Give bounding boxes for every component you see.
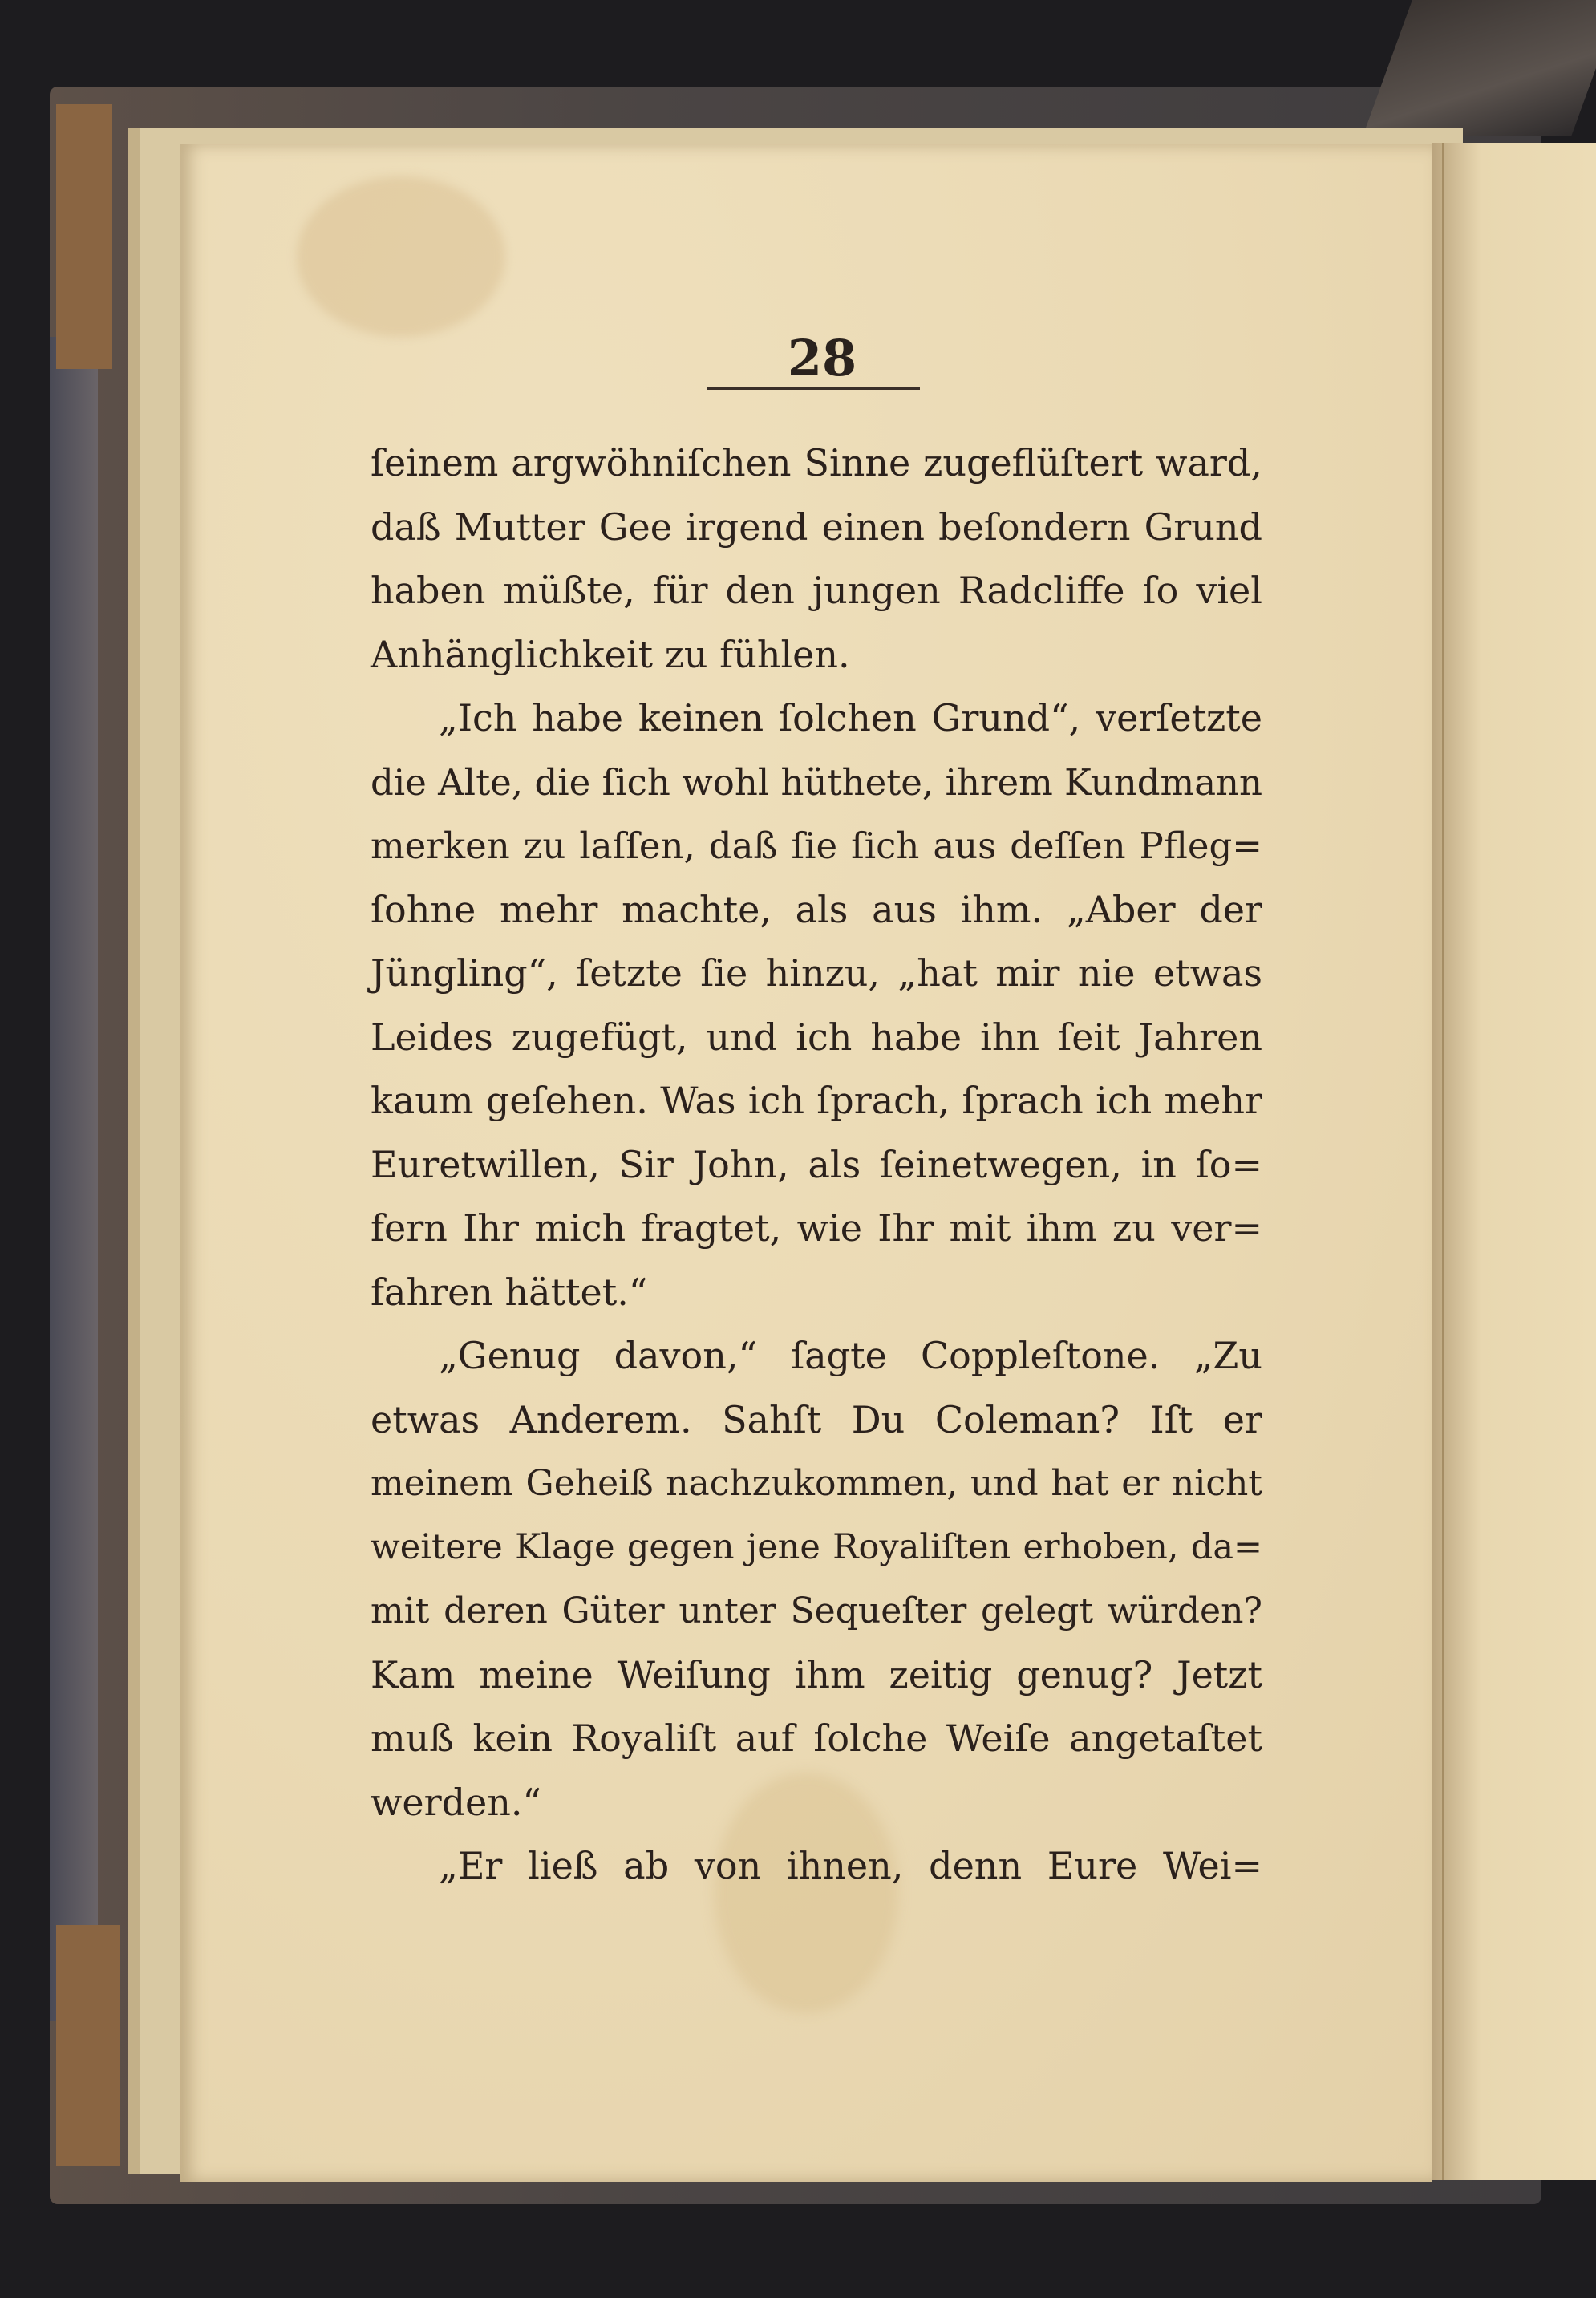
text-line: Euretwillen, Sir John, als ſeinetwegen, in ſo=: [371, 1142, 1262, 1186]
text-line: „Genug davon,“ ſagte Coppleſtone. „Zu: [439, 1334, 1262, 1377]
cover-spine-edge: [50, 337, 98, 2021]
text-line: „Er ließ ab von ihnen, denn Eure Wei=: [439, 1844, 1262, 1887]
text-line: Anhänglichkeit zu fühlen.: [371, 632, 850, 676]
text-line: ſeinem argwöhniſchen Sinne zugeflüſtert ward,: [371, 441, 1262, 484]
text-line: meinem Geheiß nachzukommen, und hat er nicht: [371, 1463, 1262, 1504]
header-rule: [707, 387, 920, 390]
text-line: Leides zugefügt, und ich habe ihn ſeit Jahren: [371, 1015, 1262, 1059]
text-line: muß kein Royaliſt auf ſolche Weiſe angetaſtet: [371, 1716, 1262, 1760]
page-stain: [297, 176, 505, 337]
text-line: etwas Anderem. Sahſt Du Coleman? Iſt er: [371, 1397, 1262, 1441]
book-strap: [1363, 0, 1596, 136]
page-number: 28: [787, 329, 857, 387]
text-line: werden.“: [371, 1780, 542, 1824]
cover-corner-bottom: [56, 1925, 120, 2166]
page-body-text: [371, 432, 1262, 1899]
text-line: weitere Klage gegen jene Royaliſten erhoben, da=: [371, 1526, 1262, 1567]
text-line: Kam meine Weiſung ihm zeitig genug? Jetzt: [371, 1652, 1262, 1696]
text-line: merken zu laſſen, daß ſie ſich aus deſſen Pfleg=: [371, 825, 1262, 867]
text-line: haben müßte, für den jungen Radcliffe ſo viel: [371, 569, 1262, 612]
text-line: Jüngling“, ſetzte ſie hinzu, „hat mir nie etwas: [371, 951, 1262, 995]
text-line: daß Mutter Gee irgend einen beſondern Grund: [371, 505, 1262, 549]
text-line: fahren hättet.“: [371, 1270, 648, 1314]
gutter-line: [1442, 143, 1444, 2180]
facing-page: [1432, 143, 1596, 2180]
text-line: ſohne mehr machte, als aus ihm. „Aber der: [371, 887, 1262, 931]
text-line: kaum geſehen. Was ich ſprach, ſprach ich mehr: [371, 1079, 1262, 1122]
text-line: fern Ihr mich fragtet, wie Ihr mit ihm zu ver=: [371, 1206, 1262, 1250]
text-line: mit deren Güter unter Sequeſter gelegt würden?: [371, 1591, 1262, 1631]
cover-corner-top: [56, 104, 112, 369]
text-line: „Ich habe keinen ſolchen Grund“, verſetzte: [439, 696, 1262, 740]
text-line: die Alte, die ſich wohl hüthete, ihrem Kundmann: [371, 760, 1262, 804]
